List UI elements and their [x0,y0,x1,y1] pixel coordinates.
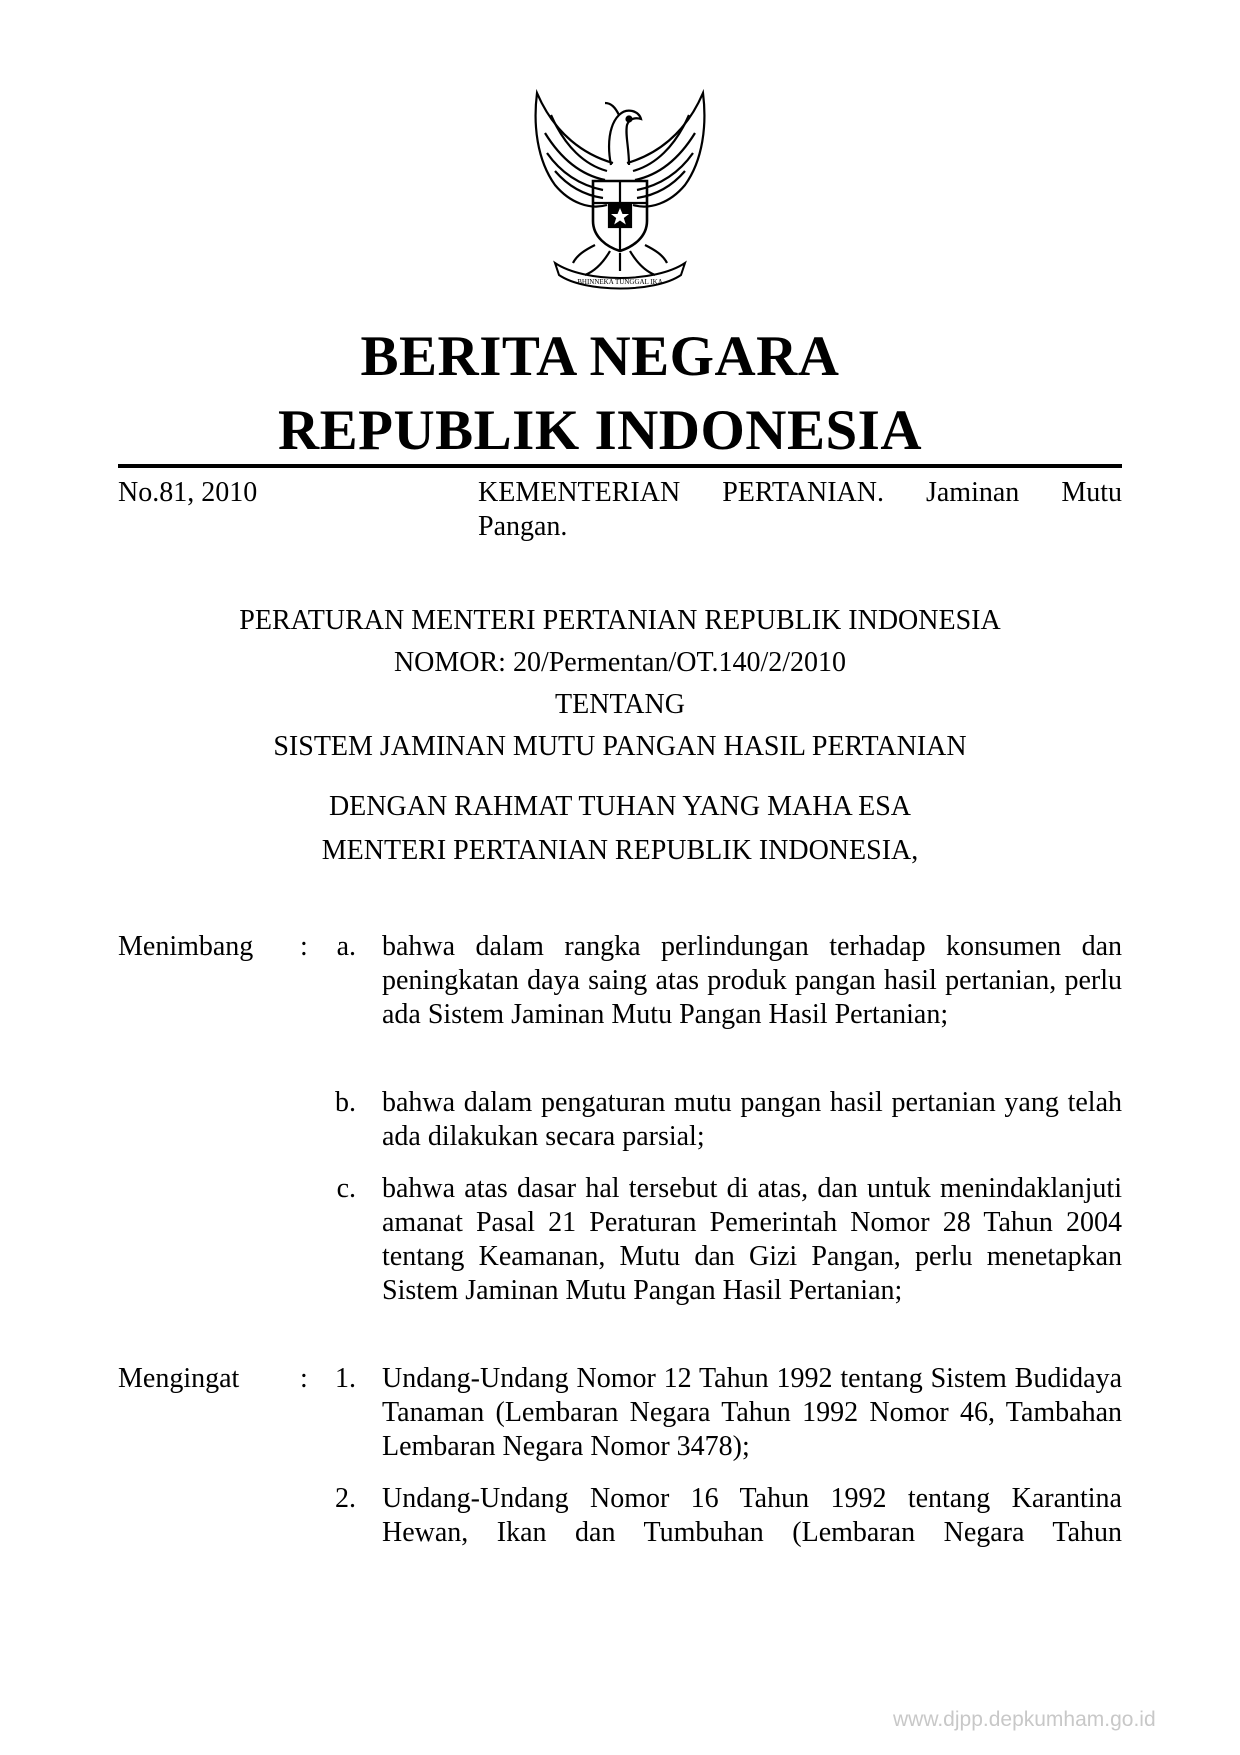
menimbang-label: Menimbang [118,931,254,962]
list-marker: 2. [335,1483,356,1514]
invocation: DENGAN RAHMAT TUHAN YANG MAHA ESA [328,791,912,822]
menimbang-item: bahwa dalam pengaturan mutu pangan hasil pertanian yang telah ada dilakukan secara parsial; [382,1087,1122,1152]
issue-subject-word: PERTANIAN. [722,477,884,508]
list-marker: b. [335,1087,356,1118]
masthead-title-line1: BERITA NEGARA [360,325,840,388]
mengingat-item: Undang-Undang Nomor 12 Tahun 1992 tentang Sistem Budidaya Tanaman (Lembaran Negara Tahun 1992 Nomor 46, Tambahan Lembaran Negara Nomor 3478); [382,1363,1122,1462]
masthead-divider [118,464,1122,468]
menimbang-item: bahwa atas dasar hal tersebut di atas, dan untuk menindaklanjuti amanat Pasal 21 Peraturan Pemerintah Nomor 28 Tahun 2004 tentang Keamanan, Mutu dan Gizi Pangan, perlu menetapkan Sistem Jaminan Mutu Pangan Hasil Pertanian; [382,1173,1122,1306]
emblem-motto: BHINNEKA TUNGGAL IKA [577,278,663,286]
issue-subject-word: KEMENTERIAN [478,477,681,508]
mengingat-label: Mengingat [118,1363,240,1394]
issue-subject-word: Jaminan [925,477,1020,508]
list-marker: 1. [335,1363,356,1394]
masthead-title-line2: REPUBLIK INDONESIA [277,399,923,462]
mengingat-item: Undang-Undang Nomor 16 Tahun 1992 tentang Karantina Hewan, Ikan dan Tumbuhan (Lembaran Negara Tahun [382,1483,1122,1548]
regulation-title: PERATURAN MENTERI PERTANIAN REPUBLIK INDONESIA [239,605,1001,636]
garuda-emblem-icon [515,85,725,295]
issue-number: No.81, 2010 [118,477,258,508]
menimbang-colon: : [300,931,308,962]
mengingat-colon: : [300,1363,308,1394]
list-marker: a. [336,931,356,962]
issue-subject [478,476,1122,544]
regulation-tentang: TENTANG [555,689,685,720]
menimbang-item: bahwa dalam rangka perlindungan terhadap konsumen dan peningkatan daya saing atas produk pangan hasil pertanian, perlu ada Sistem Jaminan Mutu Pangan Hasil Pertanian; [382,931,1122,1030]
regulation-subject: SISTEM JAMINAN MUTU PANGAN HASIL PERTANIAN [273,731,967,762]
issue-subject-line2: Pangan. [478,511,568,542]
watermark-url: www.djpp.depkumham.go.id [893,1708,1156,1731]
issue-subject-word: Mutu [1061,477,1122,508]
issuer: MENTERI PERTANIAN REPUBLIK INDONESIA, [321,835,919,866]
regulation-number: NOMOR: 20/Permentan/OT.140/2/2010 [393,647,847,678]
list-marker: c. [336,1173,356,1204]
